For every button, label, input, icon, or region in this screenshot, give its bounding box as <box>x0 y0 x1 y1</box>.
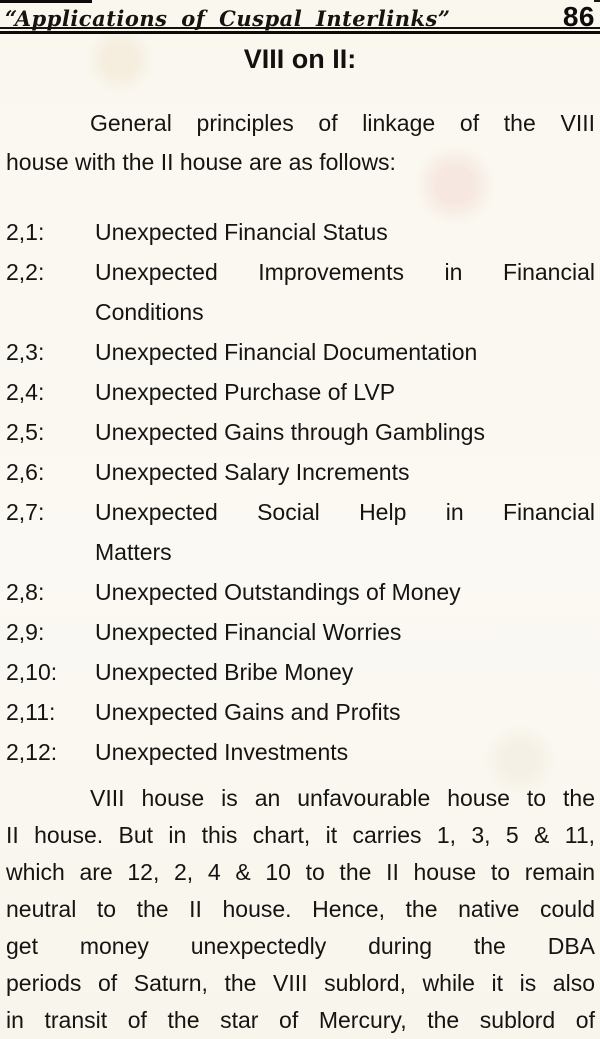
list-text: Unexpected Gains through Gamblings <box>95 419 485 445</box>
list-row <box>6 732 595 772</box>
list-text: Unexpected Outstandings of Money <box>95 579 461 605</box>
list-num: 2,12: <box>6 739 58 765</box>
list-text: Unexpected Salary Increments <box>95 459 410 485</box>
list-row <box>6 692 595 732</box>
list-row <box>6 572 595 612</box>
list-text: Unexpected Financial Worries <box>95 619 402 645</box>
list-num: 2,10: <box>6 659 58 685</box>
list-num: 2,3: <box>6 339 45 365</box>
closing-paragraph <box>6 780 595 1039</box>
intro-line: General principles of linkage of the VIII <box>90 110 595 136</box>
list-text: Unexpected Gains and Profits <box>95 699 401 725</box>
list-text: Matters <box>95 539 172 565</box>
list-text: Unexpected Bribe Money <box>95 659 354 685</box>
list-num: 2,7: <box>6 499 45 525</box>
list-num: 2,1: <box>6 219 45 245</box>
list-row <box>6 252 595 292</box>
list-num: 2,8: <box>6 579 45 605</box>
list-text: Conditions <box>95 299 204 325</box>
list-num: 2,11: <box>6 699 56 725</box>
list-text: Unexpected Investments <box>95 739 349 765</box>
book-title: “Applications of Cuspal Interlinks” <box>5 6 451 31</box>
header-divider <box>0 27 600 34</box>
closing-line: periods of Saturn, the VIII sublord, while it is also <box>6 970 595 996</box>
list-row <box>6 372 595 412</box>
list-num: 2,5: <box>6 419 45 445</box>
list-row <box>6 452 595 492</box>
list-row <box>6 612 595 652</box>
closing-line: II house. But in this chart, it carries 1, 3, 5 & 11, <box>6 822 595 848</box>
list-row <box>6 492 595 532</box>
section-title: VIII on II: <box>243 44 357 74</box>
list-num: 2,2: <box>6 259 45 285</box>
list-row <box>6 652 595 692</box>
closing-line: VIII house is an unfavourable house to the <box>90 785 595 811</box>
closing-line: neutral to the II house. Hence, the native could <box>6 896 595 922</box>
list-text: Unexpected Improvements in Financial <box>95 259 595 285</box>
list-num: 2,4: <box>6 379 45 405</box>
list-row <box>6 212 595 252</box>
list-row-continuation <box>6 532 595 572</box>
list-row <box>6 412 595 452</box>
closing-line: get money unexpectedly during the DBA <box>6 933 595 959</box>
intro-paragraph <box>6 104 595 182</box>
intro-line: house with the II house are as follows: <box>6 149 396 175</box>
closing-line: in transit of the star of Mercury, the sublord of <box>6 1007 595 1033</box>
list-num: 2,9: <box>6 619 45 645</box>
list-num: 2,6: <box>6 459 45 485</box>
list-row <box>6 332 595 372</box>
list-text: Unexpected Purchase of LVP <box>95 379 396 405</box>
principles-list <box>6 212 595 772</box>
list-num <box>6 532 95 572</box>
list-num <box>6 292 95 332</box>
closing-line: which are 12, 2, 4 & 10 to the II house to remain <box>6 859 595 885</box>
page-number: 86 <box>562 1 595 32</box>
list-text: Unexpected Social Help in Financial <box>95 499 595 525</box>
list-text: Unexpected Financial Status <box>95 219 388 245</box>
list-row-continuation <box>6 292 595 332</box>
list-text: Unexpected Financial Documentation <box>95 339 478 365</box>
